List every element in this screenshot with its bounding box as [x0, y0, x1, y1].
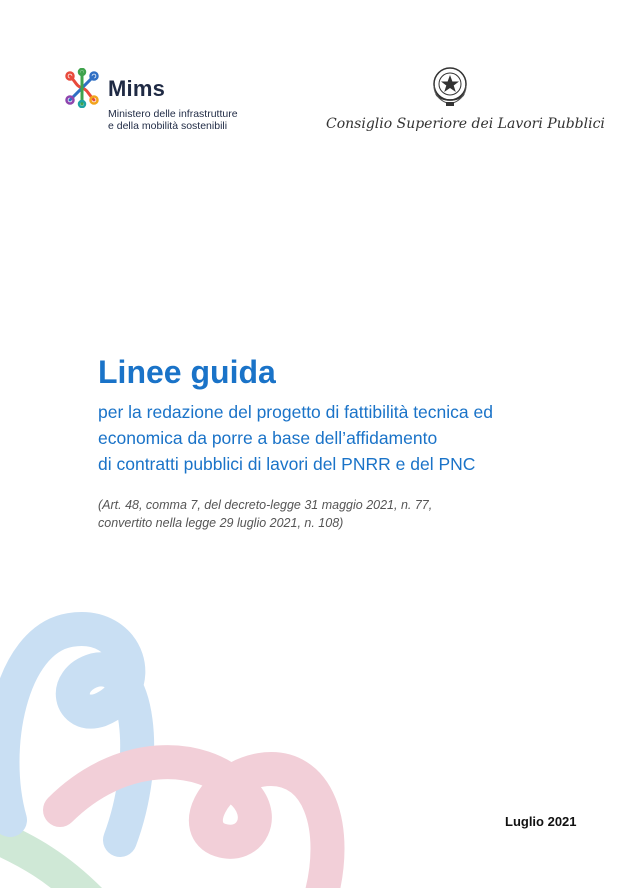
- mims-subtitle-line: e della mobilità sostenibili: [108, 120, 228, 132]
- mims-logo-name: Mims: [108, 76, 166, 101]
- mims-logo-subtitle: [108, 108, 238, 132]
- reference-line: (Art. 48, comma 7, del decreto-legge 31 maggio 2021, n. 77,: [98, 498, 433, 512]
- subtitle-line: per la redazione del progetto di fattibilità tecnica ed: [98, 402, 493, 422]
- decorative-ribbons: [0, 600, 400, 888]
- mims-logo: [62, 66, 262, 146]
- document-date: Luglio 2021: [505, 814, 577, 829]
- mims-logo-icon: [62, 68, 102, 108]
- mims-subtitle-line: Ministero delle infrastrutture: [108, 108, 238, 120]
- document-title: Linee guida: [98, 354, 276, 390]
- pink-ribbon: [60, 762, 328, 888]
- reference-line: convertito nella legge 29 luglio 2021, n. 108): [98, 516, 344, 530]
- subtitle-line: economica da porre a base dell’affidamento: [98, 428, 438, 448]
- consiglio-logo: [326, 64, 605, 144]
- green-ribbon: [0, 830, 90, 888]
- consiglio-text: Consiglio Superiore dei Lavori Pubblici: [326, 116, 605, 132]
- document-subtitle: [98, 399, 493, 477]
- italian-republic-emblem-icon: [430, 64, 470, 108]
- subtitle-line: di contratti pubblici di lavori del PNRR e del PNC: [98, 454, 476, 474]
- legal-reference: [98, 496, 432, 532]
